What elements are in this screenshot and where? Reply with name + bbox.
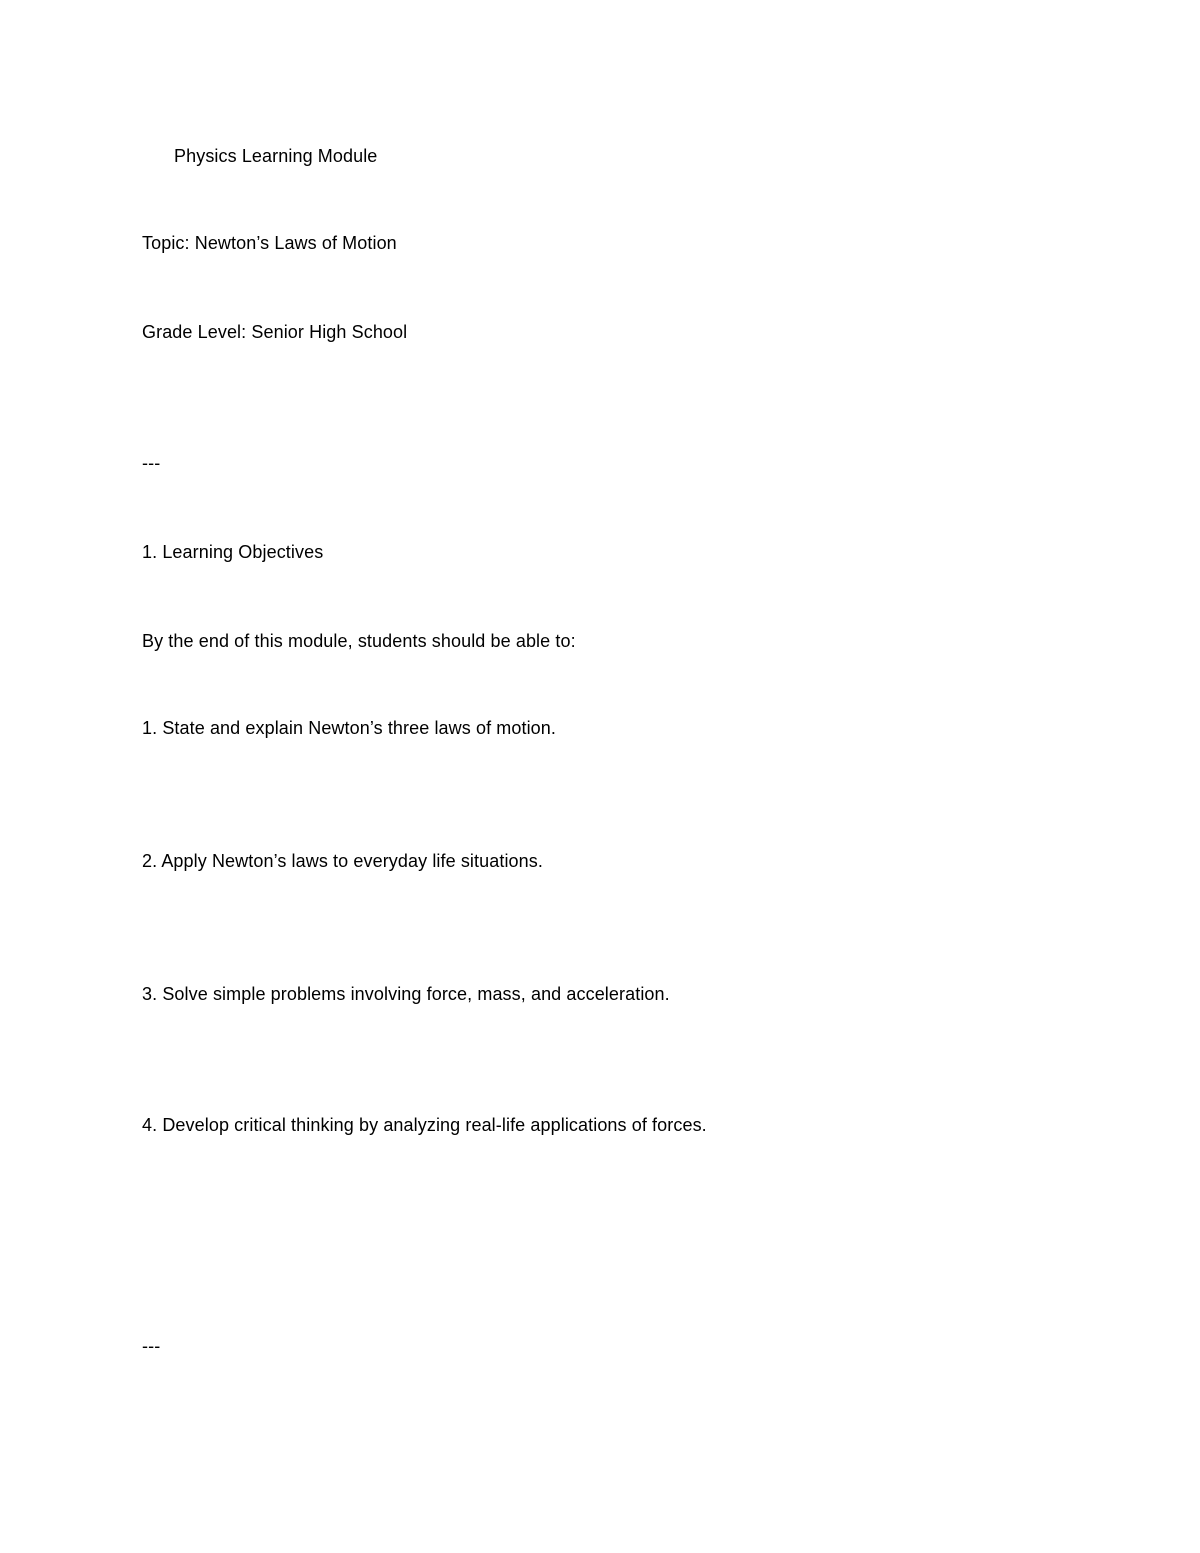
objective-item: 2. Apply Newton’s laws to everyday life situations. [142, 851, 543, 871]
objectives-intro: By the end of this module, students should be able to: [142, 631, 576, 651]
objective-item: 1. State and explain Newton’s three laws of motion. [142, 718, 557, 738]
section-heading-learning-objectives: 1. Learning Objectives [142, 542, 324, 562]
objective-item: 4. Develop critical thinking by analyzing real-life applications of forces. [142, 1115, 707, 1135]
separator: --- [142, 453, 161, 473]
topic-line: Topic: Newton’s Laws of Motion [142, 233, 397, 253]
document-title: Physics Learning Module [174, 146, 378, 166]
grade-level-line: Grade Level: Senior High School [142, 322, 408, 342]
objective-item: 3. Solve simple problems involving force, mass, and acceleration. [142, 984, 670, 1004]
separator: --- [142, 1336, 161, 1356]
